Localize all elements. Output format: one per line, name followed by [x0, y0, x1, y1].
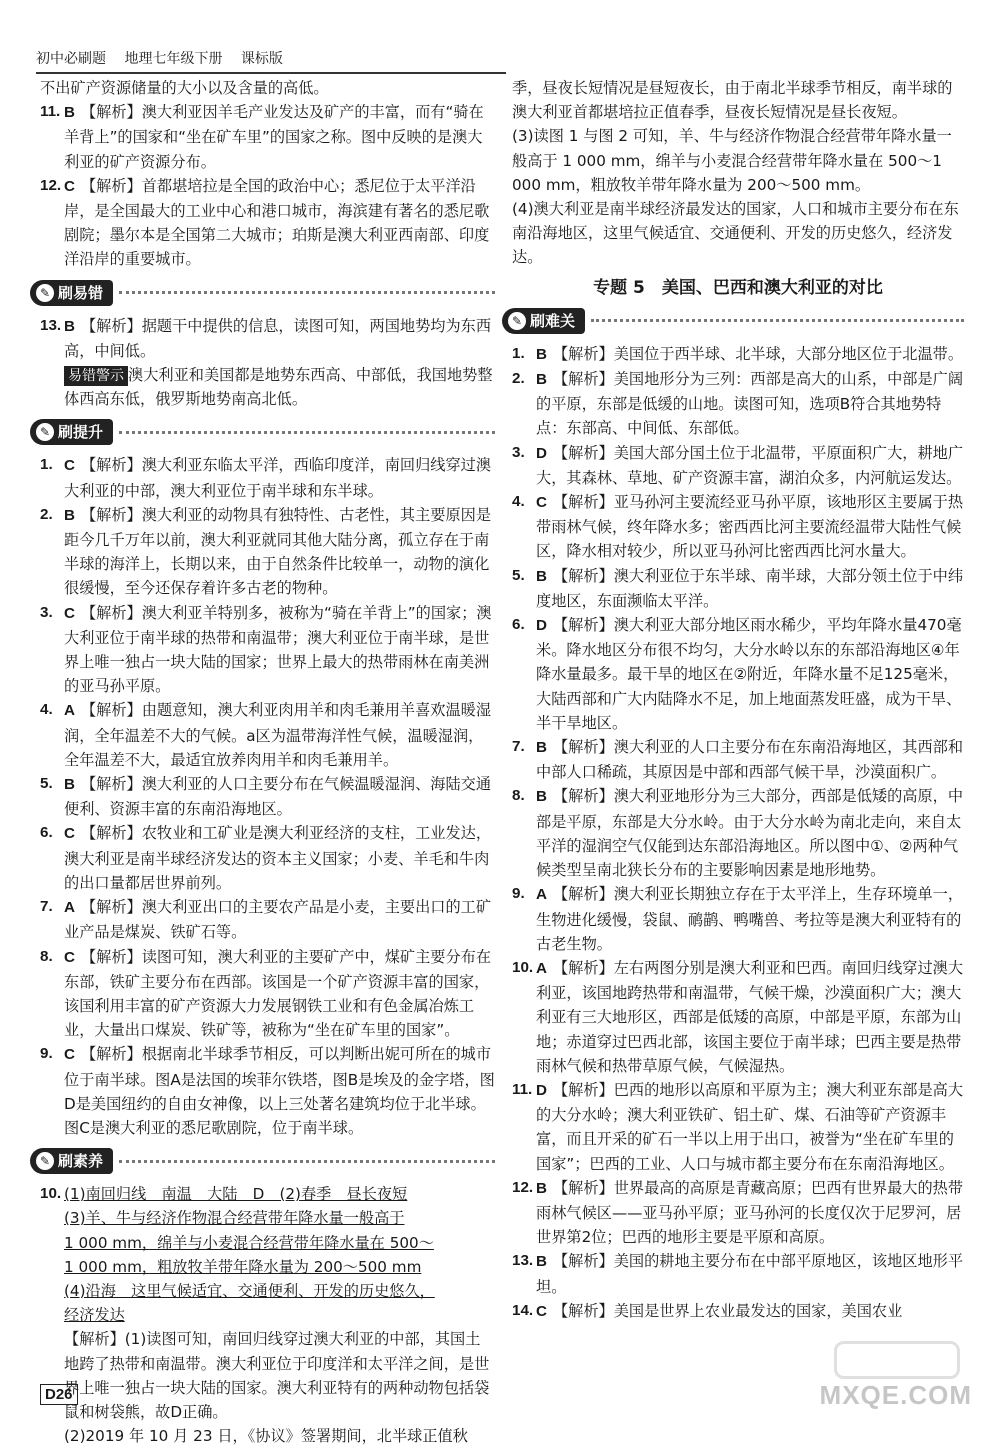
answer-item — [40, 1042, 495, 1140]
answer-item — [512, 1078, 964, 1176]
explanation-text: (2)2019 年 10 月 23 日，《协议》签署期间，北半球正值秋 — [64, 1427, 468, 1446]
answer-item — [40, 698, 495, 772]
answer-item — [40, 503, 495, 601]
explanation-text: 【解析】美国地形分为三列：西部是高大的山系，中部是广阔的平原，东部是低缓的山地。读图可知，选项B符合其地势特点：东部高、中间低、东部低。 — [536, 370, 964, 438]
explanation-text: 【解析】澳大利亚的人口主要分布在东南沿海地区，其西部和中部人口稀疏，其原因是中部和西部气候干旱，沙漠面积广。 — [536, 738, 964, 782]
answer-letter: B — [64, 104, 75, 122]
question-number: 10. — [512, 958, 534, 976]
answer-line: 1 000 mm，绵羊与小麦混合经营带年降水量在 500～ — [64, 1233, 434, 1252]
explanation-text: 【解析】澳大利亚的动物具有独特性、古老性，其主要原因是距今几千万年以前，澳大利亚就同其他大陆分离，孤立存在于南半球的海洋上，长期以来，由于自然条件比较单一，动物的演化很缓慢，至今还保存着许多古老的物种。 — [64, 505, 492, 598]
answer-item — [40, 601, 495, 699]
question-number: 11. — [512, 1080, 533, 1098]
answer-letter: B — [536, 788, 547, 806]
answer-item — [512, 342, 964, 367]
answer-letter: B — [536, 567, 547, 585]
explanation-text: 【解析】美国的耕地主要分布在中部平原地区，该地区地形平坦。 — [536, 1252, 964, 1296]
explanation-text: 【解析】巴西的地形以高原和平原为主；澳大利亚东部是高大的大分水岭；澳大利亚铁矿、铝土矿、煤、石油等矿产资源丰富，而且开采的矿石一半以上用于出口，被誉为“坐在矿车里的国家”；巴西的工业、人口与城市都主要分布在东南沿海地区。 — [536, 1080, 964, 1173]
question-number: 6. — [40, 824, 53, 842]
answer-item — [40, 174, 495, 272]
answer-item — [40, 945, 495, 1043]
answer-letter: C — [64, 604, 75, 622]
dotted-divider — [591, 319, 964, 322]
question-number: 7. — [512, 738, 525, 756]
dotted-divider — [119, 431, 495, 434]
answer-letter: A — [536, 959, 547, 977]
question-number: 9. — [512, 885, 525, 903]
pen-icon: ✎ — [36, 284, 54, 302]
answer-line: (4)沿海 这里气候适宜、交通便利、开发的历史悠久， — [64, 1281, 435, 1300]
answer-item — [512, 1176, 964, 1250]
answer-letter: B — [536, 345, 547, 363]
question-number: 5. — [512, 566, 525, 584]
question-number: 8. — [40, 947, 53, 965]
warning-text: 澳大利亚和美国都是地势东西高、中部低，我国地势整体西高东低，俄罗斯地势南高北低。 — [64, 366, 493, 409]
answer-list-right — [512, 342, 964, 1324]
explanation-text: 【解析】澳大利亚的人口主要分布在气候温暖湿润、海陆交通便利、资源丰富的东南沿海地区。 — [64, 775, 492, 819]
question-number: 3. — [40, 603, 53, 621]
answer-letter: C — [64, 948, 75, 966]
answer-list-2 — [40, 314, 495, 363]
answer-item — [40, 453, 495, 502]
explanation-text: 【解析】澳大利亚大部分地区雨水稀少，平均年降水量470毫米。降水地区分布很不均匀，大分水岭以东的东部沿海地区④年降水量最多。最干旱的地区在②附近，年降水量不足125毫米，大陆西部和广大内陆降水不足，加上地面蒸发旺盛，成为干旱、半干旱地区。 — [536, 616, 962, 732]
book-title: 初中必刷题 — [36, 51, 106, 67]
question-number: 10. — [40, 1185, 62, 1203]
answer-item — [512, 613, 964, 735]
pen-icon: ✎ — [36, 1152, 54, 1170]
question-number: 1. — [512, 344, 525, 362]
question-number: 9. — [40, 1045, 53, 1063]
answer-line: 1 000 mm，粗放牧羊带年降水量为 200～500 mm — [64, 1257, 422, 1276]
answer-letter: A — [536, 886, 547, 904]
answer-letter: C — [536, 1302, 547, 1320]
section-header-improve — [30, 417, 495, 447]
answer-letter: D — [536, 617, 547, 635]
answer-item — [512, 784, 964, 882]
explanation-text: 【解析】澳大利亚位于东半球、南半球，大部分领土位于中纬度地区，东面濒临太平洋。 — [536, 566, 964, 610]
answer-letter: B — [64, 317, 75, 335]
watermark-logo — [834, 1341, 960, 1379]
left-column — [40, 76, 495, 1448]
explanation-text: 【解析】据题干中提供的信息，读图可知，两国地势均为东西高，中间低。 — [64, 316, 492, 360]
answer-item — [40, 895, 495, 944]
answer-lines — [64, 1182, 495, 1327]
answer-item — [512, 882, 964, 956]
answer-item — [512, 1249, 964, 1298]
answer-letter: B — [536, 1179, 547, 1197]
question-number: 6. — [512, 616, 525, 634]
answer-letter: C — [64, 177, 75, 195]
section-title: 刷难关 — [530, 311, 576, 330]
page-header — [36, 46, 506, 74]
question-10 — [40, 1182, 495, 1448]
explanation-text: 【解析】美国大部分国土位于北温带，平原面积广大，耕地广大，其森林、草地、矿产资源丰富，湖泊众多，内河航运发达。 — [536, 443, 964, 487]
explanation-text: 【解析】澳大利亚地形分为三大部分，西部是低矮的高原，中部是平原，东部是大分水岭。由于大分水岭为南北走向，来自太平洋的湿润空气仅能到达东部沿海地区。所以图中①、②两种气候类型呈南北狭长分布的主要影响因素是地形地势。 — [536, 787, 964, 880]
answer-item — [40, 772, 495, 821]
continued-text: (3)读图 1 与图 2 可知，羊、牛与经济作物混合经营带年降水量一般高于 1 000 mm，绵羊与小麦混合经营带年降水量在 500～1 000 mm，粗放牧羊带年降水量为 200～500 mm。 — [512, 127, 952, 194]
answer-letter: B — [64, 776, 75, 794]
warning-note — [40, 363, 495, 411]
answer-item — [512, 564, 964, 613]
dotted-divider — [119, 1160, 495, 1163]
question-number: 4. — [40, 701, 53, 719]
answer-letter: B — [536, 739, 547, 757]
explanation-text: 【解析】美国位于西半球、北半球，大部分地区位于北温带。 — [552, 344, 964, 363]
question-number: 2. — [512, 370, 525, 388]
answer-letter: A — [64, 899, 75, 917]
explanation-text: 【解析】澳大利亚羊特别多，被称为“骑在羊背上”的国家；澳大利亚位于南半球的热带和南温带；澳大利亚位于南半球，是世界上唯一独占一块大陆的国家；世界上最大的热带雨林在南美洲的亚马孙平原。 — [64, 603, 492, 696]
answer-letter: B — [536, 371, 547, 389]
explanation-text: 【解析】澳大利亚长期独立存在于太平洋上，生存环境单一，生物进化缓慢，袋鼠、鸸鹋、鸭嘴兽、考拉等是澳大利亚特有的古老生物。 — [536, 885, 964, 953]
explanation-text: 【解析】由题意知，澳大利亚肉用羊和肉毛兼用羊喜欢温暖湿润，全年温差不大的气候。a区为温带海洋性气候，温暖湿润，全年温差不大，最适宜放养肉用羊和肉毛兼用羊。 — [64, 701, 492, 769]
answer-list-3 — [40, 453, 495, 1140]
answer-line: 经济发达 — [64, 1306, 125, 1325]
question-number: 4. — [512, 493, 525, 511]
answer-item — [40, 821, 495, 895]
answer-list-1 — [40, 100, 495, 271]
question-number: 12. — [40, 176, 62, 194]
section-badge — [30, 280, 113, 306]
explanation-text: 【解析】亚马孙河主要流经亚马孙平原，该地形区主要属于热带雨林气候，终年降水多；密西西比河主要流经温带大陆性气候区，降水相对较少，所以亚马孙河比密西西比河水量大。 — [536, 493, 964, 561]
section-badge — [30, 1148, 113, 1174]
answer-item — [512, 1299, 964, 1324]
question-number: 7. — [40, 898, 53, 916]
continued-text: (4)澳大利亚是南半球经济最发达的国家，人口和城市主要分布在东南沿海地区，这里气候适宜、交通便利、开发的历史悠久，经济发达。 — [512, 200, 959, 267]
section-badge — [30, 419, 113, 445]
page-number: D26 — [40, 1384, 78, 1405]
answer-item — [512, 735, 964, 784]
explanation-text: 【解析】澳大利亚因羊毛产业发达及矿产的丰富，而有“骑在羊背上”的国家和“坐在矿车里”的国家之称。图中反映的是澳大利亚的矿产资源分布。 — [64, 103, 484, 171]
answer-item — [512, 956, 964, 1078]
version-label: 课标版 — [240, 51, 283, 67]
section-badge — [502, 308, 585, 334]
section-header-mistakes — [30, 278, 495, 308]
intro-text: 不出矿产资源储量的大小以及含量的高低。 — [40, 79, 329, 97]
explanation-text: 【解析】澳大利亚出口的主要农产品是小麦，主要出口的工矿业产品是煤炭、铁矿石等。 — [64, 898, 492, 942]
section-title: 刷素养 — [58, 1152, 104, 1171]
explanation-text: 【解析】澳大利亚东临太平洋，西临印度洋，南回归线穿过澳大利亚的中部，澳大利亚位于南半球和东半球。 — [64, 456, 492, 500]
pen-icon: ✎ — [36, 423, 54, 441]
answer-letter: D — [536, 1081, 547, 1099]
continued-text: 季，昼夜长短情况是昼短夜长，由于南北半球季节相反，南半球的澳大利亚首都堪培拉正值春季，昼夜长短情况是昼长夜短。 — [512, 79, 953, 122]
answer-item — [512, 367, 964, 441]
answer-letter: C — [536, 494, 547, 512]
question-number: 3. — [512, 443, 525, 461]
answer-line: (3)羊、牛与经济作物混合经营带年降水量一般高于 — [64, 1209, 405, 1228]
pen-icon: ✎ — [508, 312, 526, 330]
answer-letter: A — [64, 702, 75, 720]
question-number: 5. — [40, 775, 53, 793]
answer-item — [512, 441, 964, 490]
answer-item — [40, 314, 495, 363]
explanation-text: 【解析】世界最高的高原是青藏高原；巴西有世界最大的热带雨林气候区——亚马孙平原；亚马孙河的长度仅次于尼罗河，居世界第2位；巴西的地形主要是平原和高原。 — [536, 1178, 964, 1247]
explanation-text: 【解析】美国是世界上农业最发达的国家，美国农业 — [552, 1301, 903, 1320]
answer-letter: D — [536, 444, 547, 462]
dotted-divider — [119, 291, 495, 294]
topic-title: 专题 5 美国、巴西和澳大利亚的对比 — [593, 277, 883, 298]
answer-letter: B — [64, 506, 75, 524]
question-number: 12. — [512, 1178, 534, 1196]
answer-letter: C — [64, 1046, 75, 1064]
question-number: 13. — [40, 316, 62, 334]
section-title: 刷易错 — [58, 283, 104, 302]
explanation-text: 【解析】(1)读图可知，南回归线穿过澳大利亚的中部，其国土地跨了热带和南温带。澳大利亚位于印度洋和太平洋之间，是世界上唯一独占一块大陆的国家。澳大利亚特有的两种动物包括袋鼠和树袋熊，故D正确。 — [64, 1330, 490, 1421]
explanation-text: 【解析】首都堪培拉是全国的政治中心；悉尼位于太平洋沿岸，是全国最大的工业中心和港口城市，海滨建有著名的悉尼歌剧院；墨尔本是全国第二大城市；珀斯是澳大利亚西南部、印度洋沿岸的重要城市。 — [64, 176, 490, 269]
explanation-text: 【解析】根据南北半球季节相反，可以判断出妮可所在的城市位于南半球。图A是法国的埃菲尔铁塔，图B是埃及的金字塔，图D是美国纽约的自由女神像，以上三处著名建筑均位于北半球。图C是澳大利亚的悉尼歌剧院，位于南半球。 — [64, 1045, 495, 1137]
warning-label: 易错警示 — [64, 366, 128, 386]
watermark-text: MXQE.COM — [819, 1380, 972, 1410]
subject-title: 地理七年级下册 — [124, 51, 223, 67]
explanation-text: 【解析】农牧业和工矿业是澳大利亚经济的支柱，工业发达，澳大利亚是南半球经济发达的资本主义国家；小麦、羊毛和牛肉的出口量都居世界前列。 — [64, 824, 492, 892]
section-header-literacy — [30, 1146, 495, 1176]
answer-line: (1)南回归线 南温 大陆 D (2)春季 昼长夜短 — [64, 1185, 408, 1204]
answer-letter: B — [536, 1253, 547, 1271]
question-number: 8. — [512, 787, 525, 805]
answer-item — [40, 100, 495, 174]
right-column — [512, 76, 964, 1324]
explanation-text: 【解析】左右两图分别是澳大利亚和巴西。南回归线穿过澳大利亚，该国地跨热带和南温带，气候干燥，沙漠面积广大；澳大利亚有三大地形区，西部是低矮的高原，中部是平原，东部为山地；赤道穿过巴西北部，该国主要位于南半球；巴西主要是热带雨林气候和热带草原气候，气候湿热。 — [536, 958, 964, 1075]
answer-letter: C — [64, 825, 75, 843]
question-number: 1. — [40, 456, 53, 474]
explanation-text: 【解析】读图可知，澳大利亚的主要矿产中，煤矿主要分布在东部，铁矿主要分布在西部。该国是一个矿产资源丰富的国家，该国利用丰富的矿产资源大力发展钢铁工业和有色金属冶炼工业，大量出口煤炭、铁矿等，被称为“坐在矿车里的国家”。 — [64, 947, 492, 1040]
question-number: 2. — [40, 505, 53, 523]
question-number: 11. — [40, 103, 61, 121]
section-title: 刷提升 — [58, 423, 104, 442]
answer-letter: C — [64, 457, 75, 475]
question-number: 14. — [512, 1301, 534, 1319]
answer-item — [512, 490, 964, 564]
section-header-hard — [502, 306, 964, 336]
question-number: 13. — [512, 1252, 534, 1270]
